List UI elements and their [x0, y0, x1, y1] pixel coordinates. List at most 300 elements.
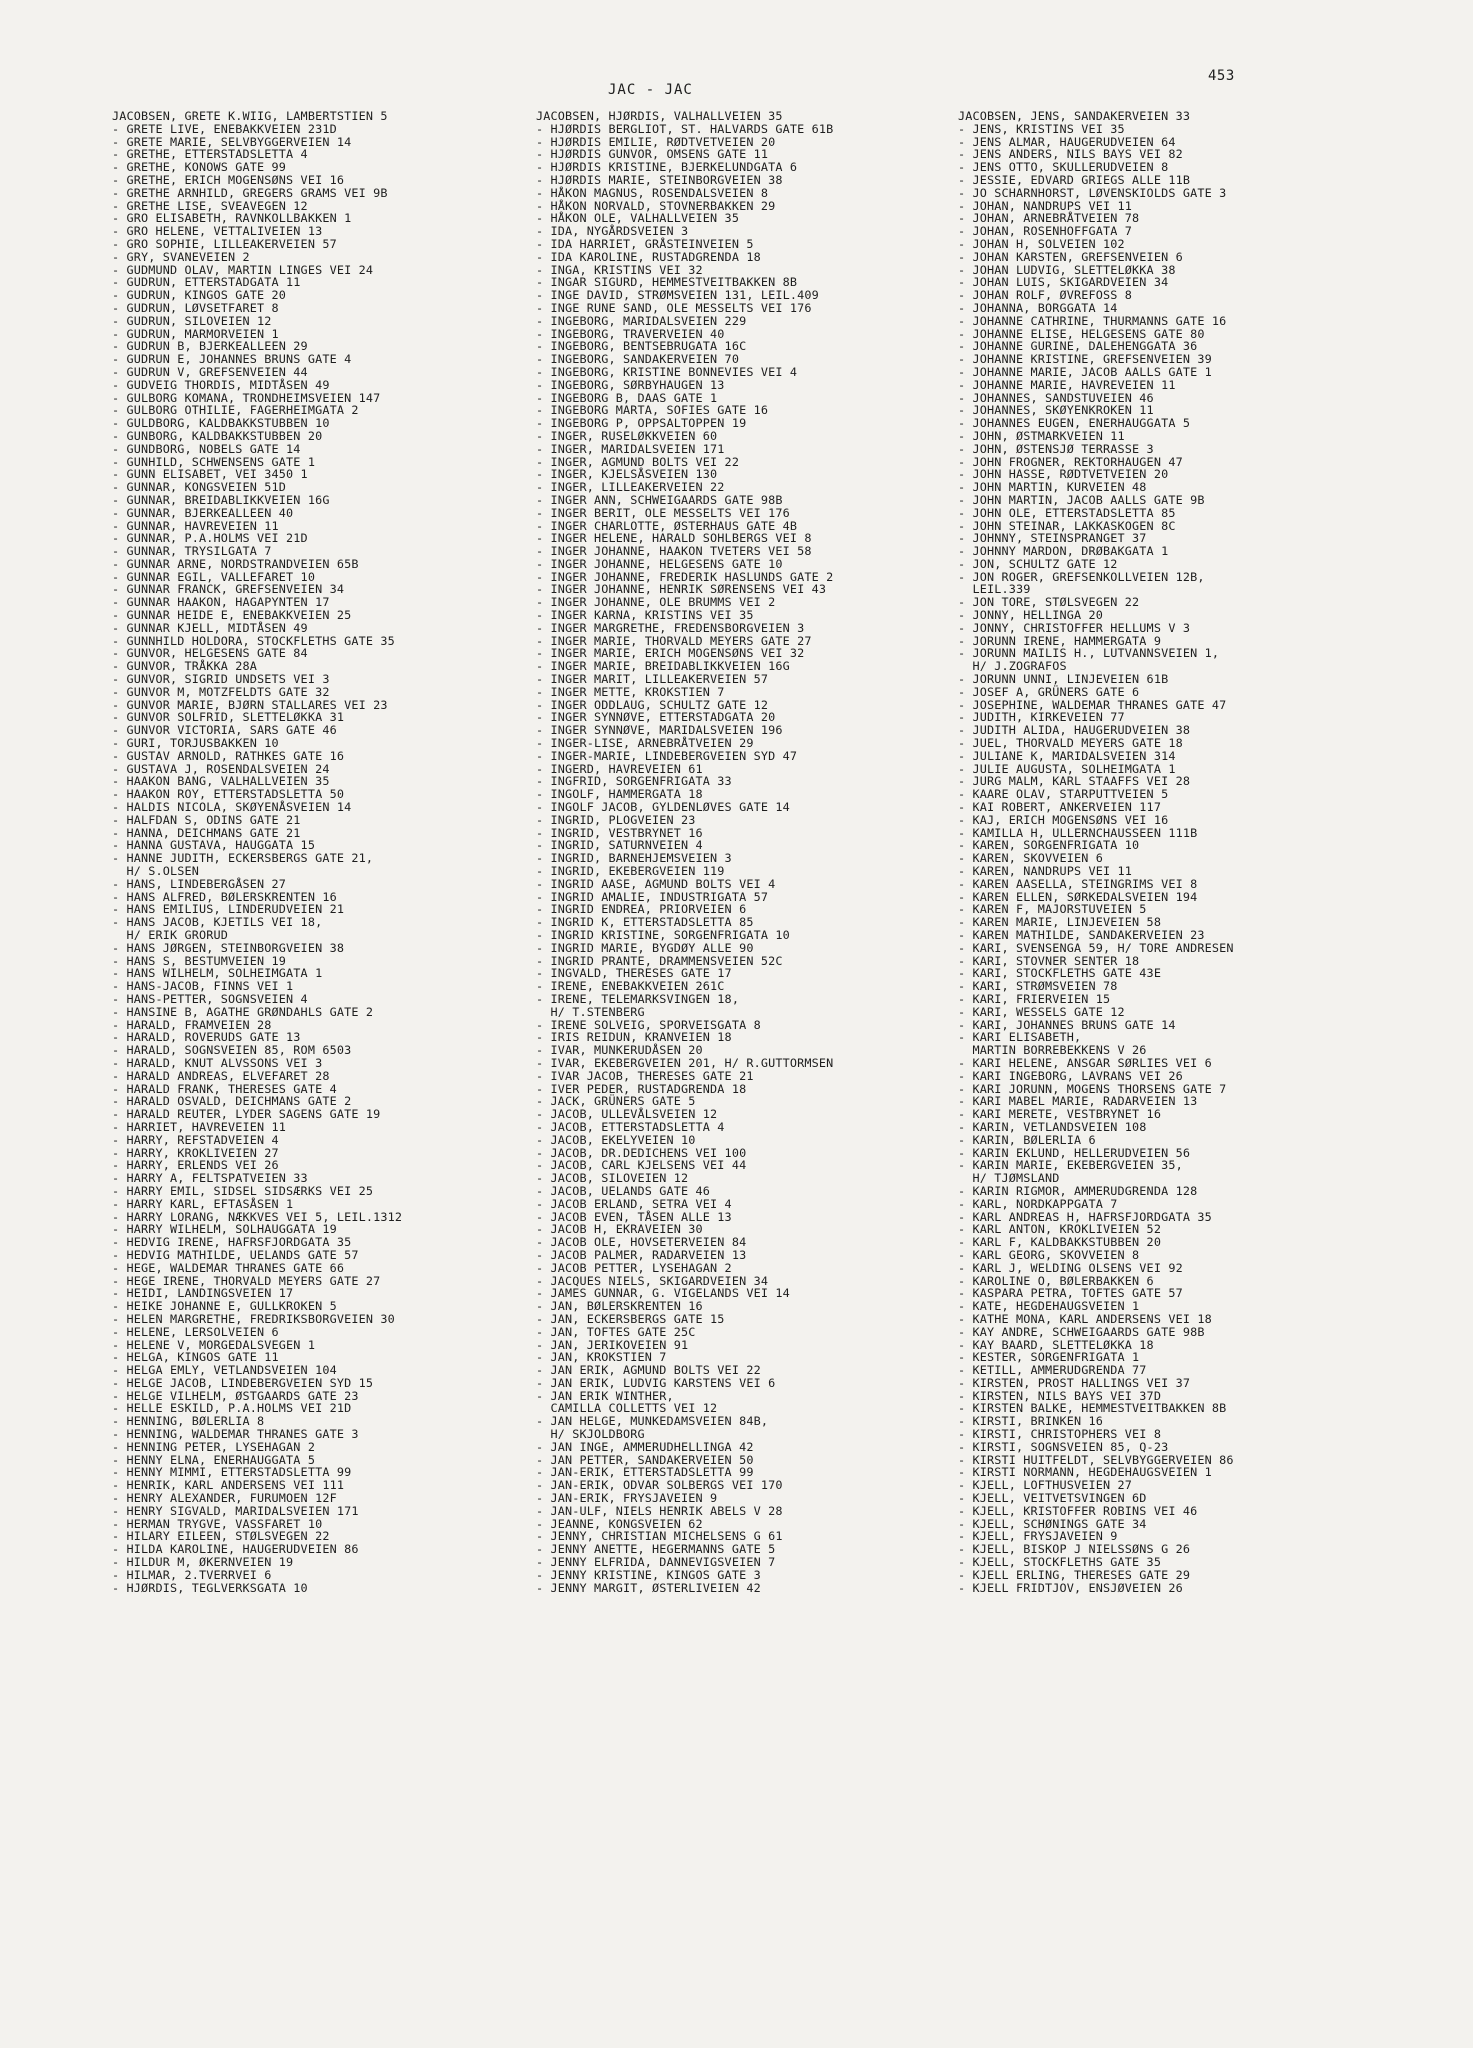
directory-entry: - GUDRUN, MARMORVEIEN 1: [112, 326, 279, 341]
directory-entry: H/ T.STENBERG: [536, 1004, 645, 1019]
directory-entry: H/ TJØMSLAND: [958, 1171, 1060, 1186]
directory-entry: - GUNVOR, SIGRID UNDSETS VEI 3: [112, 672, 330, 687]
directory-entry: - KAREN MATHILDE, SANDAKERVEIEN 23: [958, 928, 1205, 942]
directory-entry: - INGER JOHANNE, HAAKON TVETERS VEI 58: [536, 544, 812, 559]
directory-entry: - INGER KARNA, KRISTINS VEI 35: [536, 608, 754, 623]
running-head: JAC - JAC: [608, 82, 693, 98]
directory-entry: - KIRSTI, SOGNSVEIEN 85, Q-23: [958, 1439, 1169, 1454]
directory-entry: - INGA, KRISTINS VEI 32: [536, 262, 703, 277]
directory-entry: - KARI HELENE, ANSGAR SØRLIES VEI 6: [958, 1055, 1212, 1070]
directory-entry: H/ ERIK GRORUD: [112, 928, 229, 942]
directory-entry: - JACOB PALMER, RADARVEIEN 13: [536, 1247, 747, 1262]
directory-entry: - GUNVOR, TRÅKKA 28A: [112, 659, 258, 674]
directory-entry: - JAN PETTER, SANDAKERVEIEN 50: [536, 1452, 754, 1467]
directory-column-3: [958, 110, 1363, 1594]
directory-entry: - INGRID, EKEBERGVEIEN 119: [536, 864, 725, 879]
directory-entry: H/ J.ZOGRAFOS: [958, 659, 1067, 674]
directory-entry: - INGER SYNNØVE, ETTERSTADGATA 20: [536, 710, 776, 725]
directory-entry: - HARRY KARL, EFTASÅSEN 1: [112, 1196, 294, 1211]
directory-entry: CAMILLA COLLETTS VEI 12: [536, 1401, 718, 1416]
directory-entry: - JON, SCHULTZ GATE 12: [958, 556, 1118, 571]
directory-entry: - KJELL, KRISTOFFER ROBINS VEI 46: [958, 1503, 1198, 1518]
directory-entry: - GUDRUN E, JOHANNES BRUNS GATE 4: [112, 352, 352, 367]
directory-entry: - JOHN MARTIN, JACOB AALLS GATE 9B: [958, 492, 1205, 507]
directory-entry: - HJØRDIS KRISTINE, BJERKELUNDGATA 6: [536, 160, 798, 175]
directory-entry: - INGOLF, HAMMERGATA 18: [536, 787, 703, 802]
directory-entry: - INGER JOHANNE, HENRIK SØRENSENS VEI 43: [536, 582, 827, 597]
directory-entry: - GUNVOR MARIE, BJØRN STALLARES VEI 23: [112, 697, 388, 712]
directory-entry: - JOHNNY MARDON, DRØBAKGATA 1: [958, 544, 1169, 559]
directory-entry: - JULIE AUGUSTA, SOLHEIMGATA 1: [958, 761, 1176, 776]
directory-entry: - JAN, TOFTES GATE 25C: [536, 1324, 696, 1339]
directory-entry: - JULIANE K, MARIDALSVEIEN 314: [958, 748, 1176, 763]
directory-entry: - IVAR, MUNKERUDÅSEN 20: [536, 1043, 703, 1058]
directory-entry: - JACOB OLE, HOVSETERVEIEN 84: [536, 1235, 747, 1250]
directory-entry: - INGOLF JACOB, GYLDENLØVES GATE 14: [536, 800, 790, 815]
directory-entry: - HILDUR M, ØKERNVEIEN 19: [112, 1555, 294, 1570]
directory-entry: - KJELL, BISKOP J NIELSSØNS G 26: [958, 1542, 1191, 1557]
directory-entry: H/ S.OLSEN: [112, 864, 200, 879]
directory-entry: - GUDRUN B, BJERKEALLEEN 29: [112, 339, 308, 354]
directory-entry: - JOHN, ØSTMARKVEIEN 11: [958, 428, 1125, 443]
directory-entry: - KASPARA PETRA, TOFTES GATE 57: [958, 1286, 1183, 1301]
directory-entry: - HALFDAN S, ODINS GATE 21: [112, 812, 301, 827]
directory-entry: - GRETHE ARNHILD, GREGERS GRAMS VEI 9B: [112, 185, 388, 200]
directory-entry: - GRETHE, KONOWS GATE 99: [112, 160, 287, 175]
directory-entry: - HENNING, BØLERLIA 8: [112, 1414, 265, 1429]
directory-entry: - INGER, MARIDALSVEIEN 171: [536, 441, 725, 456]
directory-entry: - INGER BERIT, OLE MESSELTS VEI 176: [536, 505, 790, 520]
directory-entry: - HAAKON BANG, VALHALLVEIEN 35: [112, 774, 330, 789]
directory-entry: - JOHANNES EUGEN, ENERHAUGGATA 5: [958, 416, 1191, 431]
directory-entry: - INGEBORG, KRISTINE BONNEVIES VEI 4: [536, 364, 798, 379]
directory-entry: - INGRID K, ETTERSTADSLETTA 85: [536, 915, 754, 930]
directory-entry: - KIRSTI, BRINKEN 16: [958, 1414, 1104, 1429]
directory-entry: - GUNNAR HEIDE E, ENEBAKKVEIEN 25: [112, 608, 352, 623]
directory-entry: - HELEN MARGRETHE, FREDRIKSBORGVEIEN 30: [112, 1311, 395, 1326]
directory-entry: - GUNVOR VICTORIA, SARS GATE 46: [112, 723, 337, 738]
directory-entry: - HELGA, KINGOS GATE 11: [112, 1350, 279, 1365]
directory-entry: - INGEBORG, SANDAKERVEIEN 70: [536, 352, 740, 367]
directory-entry: - INGFRID, SORGENFRIGATA 33: [536, 774, 732, 789]
directory-entry: - JOHN MARTIN, KURVEIEN 48: [958, 480, 1147, 495]
directory-entry: - IDA KAROLINE, RUSTADGRENDA 18: [536, 249, 761, 264]
directory-entry: - INGER, AGMUND BOLTS VEI 22: [536, 454, 740, 469]
directory-entry: - HENNY MIMMI, ETTERSTADSLETTA 99: [112, 1465, 352, 1480]
directory-entry: - INGEBORG B, DAAS GATE 1: [536, 390, 718, 405]
directory-entry: - HARALD, FRAMVEIEN 28: [112, 1017, 272, 1032]
directory-entry: - INGRID AASE, AGMUND BOLTS VEI 4: [536, 876, 776, 891]
directory-entry: - JAN HELGE, MUNKEDAMSVEIEN 84B,: [536, 1414, 769, 1429]
directory-entry: - GRETE LIVE, ENEBAKKVEIEN 231D: [112, 121, 337, 136]
directory-entry: - JOHAN, NANDRUPS VEI 11: [958, 198, 1133, 213]
directory-entry: - GUNNAR KJELL, MIDTÅSEN 49: [112, 620, 308, 635]
directory-entry: - KIRSTI, CHRISTOPHERS VEI 8: [958, 1427, 1162, 1442]
directory-entry: - HARRIET, HAVREVEIEN 11: [112, 1119, 287, 1134]
directory-entry: - KARL J, WELDING OLSENS VEI 92: [958, 1260, 1183, 1275]
directory-entry: H/ SKJOLDBORG: [536, 1427, 645, 1442]
directory-entry: - JOHANNE MARIE, JACOB AALLS GATE 1: [958, 364, 1212, 379]
directory-entry: - HARALD ANDREAS, ELVEFARET 28: [112, 1068, 330, 1083]
directory-entry: - GUNNAR, HAVREVEIEN 11: [112, 518, 279, 533]
directory-entry: - HÅKON OLE, VALHALLVEIEN 35: [536, 211, 740, 226]
directory-entry: - HÅKON MAGNUS, ROSENDALSVEIEN 8: [536, 185, 769, 200]
directory-entry: - KATE, HEGDEHAUGSVEIEN 1: [958, 1299, 1140, 1314]
directory-entry: - GRETHE, ERICH MOGENSØNS VEI 16: [112, 172, 345, 187]
directory-entry: - KAREN, SKOVVEIEN 6: [958, 851, 1104, 866]
directory-entry: - HANS ALFRED, BØLERSKRENTEN 16: [112, 889, 337, 904]
directory-entry: - JENS ANDERS, NILS BAYS VEI 82: [958, 147, 1183, 162]
directory-entry: - KARIN RIGMOR, AMMERUDGRENDA 128: [958, 1183, 1198, 1198]
directory-entry: - JACOB, ETTERSTADSLETTA 4: [536, 1119, 725, 1134]
directory-entry: - KAROLINE O, BØLERBAKKEN 6: [958, 1273, 1154, 1288]
directory-entry: - GUDRUN V, GREFSENVEIEN 44: [112, 364, 308, 379]
directory-entry: - JEANNE, KONGSVEIEN 62: [536, 1516, 703, 1531]
directory-entry: - HARALD OSVALD, DEICHMANS GATE 2: [112, 1094, 352, 1109]
directory-entry: - KARL ANTON, KROKLIVEIEN 52: [958, 1222, 1162, 1237]
directory-entry: - JAN, JERIKOVEIEN 91: [536, 1337, 689, 1352]
directory-entry: - JENS ALMAR, HAUGERUDVEIEN 64: [958, 134, 1176, 149]
directory-entry: - JACK, GRÜNERS GATE 5: [536, 1094, 696, 1109]
directory-entry: JACOBSEN, GRETE K.WIIG, LAMBERTSTIEN 5: [112, 109, 388, 123]
directory-entry: - GUDMUND OLAV, MARTIN LINGES VEI 24: [112, 262, 374, 277]
directory-entry: - JENNY, CHRISTIAN MICHELSENS G 61: [536, 1529, 783, 1544]
directory-entry: - INGER-LISE, ARNEBRÅTVEIEN 29: [536, 736, 754, 751]
directory-entry: - IVAR, EKEBERGVEIEN 201, H/ R.GUTTORMSEN: [536, 1055, 834, 1070]
directory-entry: - INGER JOHANNE, HELGESENS GATE 10: [536, 556, 783, 571]
directory-entry: - INGRID, BARNEHJEMSVEIEN 3: [536, 851, 732, 866]
directory-entry: - JOHAN LUDVIG, SLETTELØKKA 38: [958, 262, 1176, 277]
directory-entry: - GRY, SVANEVEIEN 2: [112, 249, 250, 264]
directory-entry: - HEGE, WALDEMAR THRANES GATE 66: [112, 1260, 345, 1275]
directory-entry: - KJELL, STOCKFLETHS GATE 35: [958, 1555, 1162, 1570]
directory-entry: - JON ROGER, GREFSENKOLLVEIEN 12B,: [958, 569, 1205, 584]
directory-entry: - HILDA KAROLINE, HAUGERUDVEIEN 86: [112, 1542, 359, 1557]
directory-entry: - GUNVOR M, MOTZFELDTS GATE 32: [112, 684, 330, 699]
directory-entry: - HEIDI, LANDINGSVEIEN 17: [112, 1286, 294, 1301]
directory-entry: - KIRSTEN, PROST HALLINGS VEI 37: [958, 1375, 1191, 1390]
directory-entry: - IRIS REIDUN, KRANVEIEN 18: [536, 1030, 732, 1045]
directory-entry: - HARRY EMIL, SIDSEL SIDSÆRKS VEI 25: [112, 1183, 374, 1198]
directory-entry: - HJØRDIS, TEGLVERKSGATA 10: [112, 1580, 308, 1595]
directory-entry: - HEIKE JOHANNE E, GULLKROKEN 5: [112, 1299, 337, 1314]
directory-entry: - IVAR JACOB, THERESES GATE 21: [536, 1068, 754, 1083]
directory-entry: - KAY BAARD, SLETTELØKKA 18: [958, 1337, 1154, 1352]
directory-entry: - JOHAN, ROSENHOFFGATA 7: [958, 224, 1133, 239]
directory-entry: - HENRY SIGVALD, MARIDALSVEIEN 171: [112, 1503, 359, 1518]
directory-entry: - INGER-MARIE, LINDEBERGVEIEN SYD 47: [536, 748, 798, 763]
directory-entry: - JOHANNE ELISE, HELGESENS GATE 80: [958, 326, 1205, 341]
directory-entry: - INGER MARIE, BREIDABLIKKVEIEN 16G: [536, 659, 790, 674]
directory-entry: - HALDIS NICOLA, SKØYENÅSVEIEN 14: [112, 800, 352, 815]
directory-entry: - HELGE VILHELM, ØSTGAARDS GATE 23: [112, 1388, 359, 1403]
directory-entry: - JONNY, HELLINGA 20: [958, 608, 1104, 623]
directory-entry: - HANSINE B, AGATHE GRØNDAHLS GATE 2: [112, 1004, 374, 1019]
directory-entry: - HARRY WILHELM, SOLHAUGGATA 19: [112, 1222, 337, 1237]
directory-entry: - KETILL, AMMERUDGRENDA 77: [958, 1363, 1147, 1378]
directory-entry: - GRO HELENE, VETTALIVEIEN 13: [112, 224, 323, 239]
directory-entry: - JENNY KRISTINE, KINGOS GATE 3: [536, 1567, 761, 1582]
directory-entry: - KAJ, ERICH MOGENSØNS VEI 16: [958, 812, 1169, 827]
directory-entry: - HARALD, ROVERUDS GATE 13: [112, 1030, 301, 1045]
directory-entry: - KIRSTEN BALKE, HEMMESTVEITBAKKEN 8B: [958, 1401, 1227, 1416]
directory-entry: - JACOB, EKELYVEIEN 10: [536, 1132, 696, 1147]
directory-entry: - JORUNN MAILIS H., LUTVANNSVEIEN 1,: [958, 646, 1220, 661]
directory-entry: - HJØRDIS GUNVOR, OMSENS GATE 11: [536, 147, 769, 162]
directory-entry: - HARALD, SOGNSVEIEN 85, ROM 6503: [112, 1043, 352, 1058]
directory-entry: - GUNNAR ARNE, NORDSTRANDVEIEN 65B: [112, 556, 359, 571]
directory-entry: - JAN ERIK, LUDVIG KARSTENS VEI 6: [536, 1375, 776, 1390]
directory-entry: - GUSTAV ARNOLD, RATHKES GATE 16: [112, 748, 345, 763]
directory-entry: - JAN-ERIK, ETTERSTADSLETTA 99: [536, 1465, 754, 1480]
directory-entry: - JOHN STEINAR, LAKKASKOGEN 8C: [958, 518, 1176, 533]
directory-entry: - INGER HELENE, HARALD SOHLBERGS VEI 8: [536, 531, 812, 546]
directory-entry: - HJØRDIS MARIE, STEINBORGVEIEN 38: [536, 172, 783, 187]
directory-entry: - KARI, STOVNER SENTER 18: [958, 953, 1140, 968]
directory-entry: - JESSIE, EDVARD GRIEGS ALLE 11B: [958, 172, 1191, 187]
directory-entry: - KARI JORUNN, MOGENS THORSENS GATE 7: [958, 1081, 1227, 1096]
directory-entry: - HELLE ESKILD, P.A.HOLMS VEI 21D: [112, 1401, 352, 1416]
directory-entry: - JACOB H, EKRAVEIEN 30: [536, 1222, 703, 1237]
directory-entry: - KJELL, LOFTHUSVEIEN 27: [958, 1478, 1133, 1493]
directory-entry: - INGER MARIE, THORVALD MEYERS GATE 27: [536, 633, 812, 648]
directory-entry: - JON TORE, STØLSVEGEN 22: [958, 595, 1140, 610]
directory-entry: - JAN, BØLERSKRENTEN 16: [536, 1299, 703, 1314]
directory-entry: - JACOB PETTER, LYSEHAGAN 2: [536, 1260, 732, 1275]
directory-entry: - KATHE MONA, KARL ANDERSENS VEI 18: [958, 1311, 1212, 1326]
directory-entry: - INGER, KJELSÅSVEIEN 130: [536, 467, 718, 482]
directory-entry: - JOHAN ROLF, ØVREFOSS 8: [958, 288, 1133, 303]
directory-entry: - GUNNAR FRANCK, GREFSENVEIEN 34: [112, 582, 345, 597]
directory-entry: - JAN ERIK, AGMUND BOLTS VEI 22: [536, 1363, 761, 1378]
directory-entry: - HELGE JACOB, LINDEBERGVEIEN SYD 15: [112, 1375, 374, 1390]
directory-entry: - HELENE, LERSOLVEIEN 6: [112, 1324, 279, 1339]
directory-entry: - JORUNN UNNI, LINJEVEIEN 61B: [958, 672, 1169, 687]
directory-entry: - KIRSTEN, NILS BAYS VEI 37D: [958, 1388, 1162, 1403]
directory-entry: - HANS-PETTER, SOGNSVEIEN 4: [112, 991, 308, 1006]
directory-entry: - INGER ODDLAUG, SCHULTZ GATE 12: [536, 697, 769, 712]
directory-entry: - JAMES GUNNAR, G. VIGELANDS VEI 14: [536, 1286, 790, 1301]
directory-entry: - GRETE MARIE, SELVBYGGERVEIEN 14: [112, 134, 352, 149]
directory-entry: - INGEBORG, TRAVERVEIEN 40: [536, 326, 725, 341]
directory-entry: - JENNY MARGIT, ØSTERLIVEIEN 42: [536, 1580, 761, 1595]
directory-entry: - KIRSTI HUITFELDT, SELVBYGGERVEIEN 86: [958, 1452, 1234, 1467]
directory-entry: - INGRID, SATURNVEIEN 4: [536, 838, 703, 853]
directory-entry: - INGER, LILLEAKERVEIEN 22: [536, 480, 725, 495]
directory-entry: - HARALD REUTER, LYDER SAGENS GATE 19: [112, 1107, 381, 1122]
directory-entry: - HILMAR, 2.TVERRVEI 6: [112, 1567, 272, 1582]
directory-entry: - JOSEF A, GRÜNERS GATE 6: [958, 684, 1140, 699]
directory-entry: LEIL.339: [958, 582, 1031, 597]
directory-entry: - HJØRDIS EMILIE, RØDTVETVEIEN 20: [536, 134, 776, 149]
directory-entry: - JAN-ERIK, ODVAR SOLBERGS VEI 170: [536, 1478, 783, 1493]
directory-entry: - INGVALD, THERESES GATE 17: [536, 966, 732, 981]
directory-entry: - GULBORG OTHILIE, FAGERHEIMGATA 2: [112, 403, 359, 418]
directory-entry: - HERMAN TRYGVE, VASSFARET 10: [112, 1516, 323, 1531]
directory-entry: - HELGA EMLY, VETLANDSVEIEN 104: [112, 1363, 337, 1378]
directory-entry: - INGRID MARIE, BYGDØY ALLE 90: [536, 940, 754, 955]
directory-entry: - GUNNAR, KONGSVEIEN 51D: [112, 480, 287, 495]
directory-entry: - IDA HARRIET, GRÅSTEINVEIEN 5: [536, 236, 754, 251]
directory-entry: - KARI, WESSELS GATE 12: [958, 1004, 1125, 1019]
directory-entry: - JOHANNE CATHRINE, THURMANNS GATE 16: [958, 313, 1227, 328]
directory-entry: - INGER ANN, SCHWEIGAARDS GATE 98B: [536, 492, 783, 507]
directory-entry: - JACOB EVEN, TÅSEN ALLE 13: [536, 1209, 732, 1224]
directory-entry: - HANS S, BESTUMVEIEN 19: [112, 953, 287, 968]
directory-entry: - HJØRDIS BERGLIOT, ST. HALVARDS GATE 61B: [536, 121, 834, 136]
directory-entry: - INGEBORG MARTA, SOFIES GATE 16: [536, 403, 769, 418]
directory-entry: - JOHAN, ARNEBRÅTVEIEN 78: [958, 211, 1140, 226]
directory-entry: - IDA, NYGÅRDSVEIEN 3: [536, 224, 689, 239]
directory-entry: - JOHAN KARSTEN, GREFSENVEIEN 6: [958, 249, 1183, 264]
directory-entry: - KAREN, NANDRUPS VEI 11: [958, 864, 1133, 879]
directory-entry: - JUDITH, KIRKEVEIEN 77: [958, 710, 1125, 725]
directory-entry: - HEDVIG IRENE, HAFRSFJORDGATA 35: [112, 1235, 352, 1250]
directory-entry: - INGEBORG, BENTSEBRUGATA 16C: [536, 339, 747, 354]
directory-entry: - GUNDBORG, NOBELS GATE 14: [112, 441, 301, 456]
directory-entry: - GRETHE LISE, SVEAVEGEN 12: [112, 198, 308, 213]
directory-entry: - KAARE OLAV, STARPUTTVEIEN 5: [958, 787, 1169, 802]
directory-entry: - IRENE SOLVEIG, SPORVEISGATA 8: [536, 1017, 761, 1032]
directory-entry: - KJELL, SCHØNINGS GATE 34: [958, 1516, 1147, 1531]
directory-column-1: [112, 110, 517, 1594]
directory-entry: - JONNY, CHRISTOFFER HELLUMS V 3: [958, 620, 1191, 635]
directory-entry: - INGRID ENDREA, PRIORVEIEN 6: [536, 902, 747, 917]
directory-entry: - IRENE, ENEBAKKVEIEN 261C: [536, 979, 725, 994]
directory-entry: - GUNNAR, TRYSILGATA 7: [112, 544, 272, 559]
directory-entry: - KJELL FRIDTJOV, ENSJØVEIEN 26: [958, 1580, 1183, 1595]
directory-entry: - JOSEPHINE, WALDEMAR THRANES GATE 47: [958, 697, 1227, 712]
directory-entry: - JOHANNES, SKØYENKROKEN 11: [958, 403, 1154, 418]
directory-entry: - JACOB, ULLEVÅLSVEIEN 12: [536, 1107, 718, 1122]
directory-entry: - HANS JØRGEN, STEINBORGVEIEN 38: [112, 940, 345, 955]
directory-entry: - JAN, ECKERSBERGS GATE 15: [536, 1311, 725, 1326]
directory-entry: - GUNNAR HAAKON, HAGAPYNTEN 17: [112, 595, 330, 610]
directory-entry: - GULBORG KOMANA, TRONDHEIMSVEIEN 147: [112, 390, 381, 405]
directory-entry: - INGER JOHANNE, FREDERIK HASLUNDS GATE 2: [536, 569, 834, 584]
directory-entry: - KAY ANDRE, SCHWEIGAARDS GATE 98B: [958, 1324, 1205, 1339]
directory-entry: - GUDRUN, KINGOS GATE 20: [112, 288, 287, 303]
directory-entry: - INGEBORG P, OPPSALTOPPEN 19: [536, 416, 747, 431]
directory-entry: - KARIN MARIE, EKEBERGVEIEN 35,: [958, 1158, 1183, 1173]
directory-entry: - KAREN, SORGENFRIGATA 10: [958, 838, 1140, 853]
directory-column-2: [536, 110, 941, 1594]
directory-entry: - INGEBORG, SØRBYHAUGEN 13: [536, 377, 725, 392]
directory-entry: - KARI, STOCKFLETHS GATE 43E: [958, 966, 1162, 981]
directory-entry: - JACQUES NIELS, SKIGARDVEIEN 34: [536, 1273, 769, 1288]
directory-entry: - GUNVOR, HELGESENS GATE 84: [112, 646, 308, 661]
directory-entry: - JOHANNE KRISTINE, GREFSENVEIEN 39: [958, 352, 1212, 367]
directory-entry: - KAREN MARIE, LINJEVEIEN 58: [958, 915, 1162, 930]
page-number: 453: [1208, 68, 1235, 84]
directory-entry: - INGER MARIE, ERICH MOGENSØNS VEI 32: [536, 646, 805, 661]
directory-entry: - JUDITH ALIDA, HAUGERUDVEIEN 38: [958, 723, 1191, 738]
directory-entry: JACOBSEN, JENS, SANDAKERVEIEN 33: [958, 109, 1191, 123]
directory-entry: - JOHN OLE, ETTERSTADSLETTA 85: [958, 505, 1176, 520]
directory-entry: - KARIN EKLUND, HELLERUDVEIEN 56: [958, 1145, 1191, 1160]
directory-entry: - INGE DAVID, STRØMSVEIEN 131, LEIL.409: [536, 288, 819, 303]
directory-entry: - HARRY, KROKLIVEIEN 27: [112, 1145, 279, 1160]
directory-entry: - GUNBORG, KALDBAKKSTUBBEN 20: [112, 428, 323, 443]
directory-entry: - GUDRUN, LØVSETFARET 8: [112, 300, 279, 315]
directory-entry: - GRETHE, ETTERSTADSLETTA 4: [112, 147, 308, 162]
directory-entry: - GUNHILD, SCHWENSENS GATE 1: [112, 454, 316, 469]
directory-entry: - HEDVIG MATHILDE, UELANDS GATE 57: [112, 1247, 359, 1262]
directory-entry: - GRO ELISABETH, RAVNKOLLBAKKEN 1: [112, 211, 352, 226]
directory-entry: - KARL F, KALDBAKKSTUBBEN 20: [958, 1235, 1162, 1250]
directory-entry: - GULDBORG, KALDBAKKSTUBBEN 10: [112, 416, 330, 431]
directory-entry: - KARIN, BØLERLIA 6: [958, 1132, 1096, 1147]
directory-entry: - HANS JACOB, KJETILS VEI 18,: [112, 915, 323, 930]
directory-entry: - JENNY ELFRIDA, DANNEVIGSVEIEN 7: [536, 1555, 776, 1570]
directory-entry: - JOHAN H, SOLVEIEN 102: [958, 236, 1125, 251]
directory-entry: - JOHNNY, STEINSPRANGET 37: [958, 531, 1147, 546]
directory-entry: - JOHAN LUIS, SKIGARDVEIEN 34: [958, 275, 1169, 290]
directory-entry: - KARIN, VETLANDSVEIEN 108: [958, 1119, 1147, 1134]
directory-entry: - GUNNAR, P.A.HOLMS VEI 21D: [112, 531, 308, 546]
directory-entry: - INGER, RUSELØKKVEIEN 60: [536, 428, 718, 443]
directory-entry: - JO SCHARNHORST, LØVENSKIOLDS GATE 3: [958, 185, 1227, 200]
directory-entry: - HENNING PETER, LYSEHAGAN 2: [112, 1439, 316, 1454]
directory-entry: - JOHN HASSE, RØDTVETVEIEN 20: [958, 467, 1169, 482]
directory-entry: - HANS, LINDEBERGÅSEN 27: [112, 876, 287, 891]
directory-entry: - JOHANNES, SANDSTUVEIEN 46: [958, 390, 1154, 405]
directory-entry: - KAMILLA H, ULLERNCHAUSSEEN 111B: [958, 825, 1198, 840]
directory-entry: - HENNY ELNA, ENERHAUGGATA 5: [112, 1452, 316, 1467]
directory-entry: - INGE RUNE SAND, OLE MESSELTS VEI 176: [536, 300, 812, 315]
directory-entry: - KARI, STRØMSVEIEN 78: [958, 979, 1118, 994]
directory-entry: - KARL, NORDKAPPGATA 7: [958, 1196, 1118, 1211]
directory-entry: - INGER JOHANNE, OLE BRUMMS VEI 2: [536, 595, 776, 610]
directory-entry: - JOHN, ØSTENSJØ TERRASSE 3: [958, 441, 1154, 456]
directory-entry: - HARRY, ERLENDS VEI 26: [112, 1158, 279, 1173]
directory-entry: - KARL GEORG, SKOVVEIEN 8: [958, 1247, 1140, 1262]
directory-entry: - JAN INGE, AMMERUDHELLINGA 42: [536, 1439, 754, 1454]
directory-entry: - KESTER, SORGENFRIGATA 1: [958, 1350, 1140, 1365]
directory-entry: - INGRID, PLOGVEIEN 23: [536, 812, 696, 827]
directory-entry: - HELENE V, MORGEDALSVEGEN 1: [112, 1337, 316, 1352]
directory-entry: - HANNA, DEICHMANS GATE 21: [112, 825, 301, 840]
directory-entry: - JOHANNE MARIE, HAVREVEIEN 11: [958, 377, 1176, 392]
directory-entry: - JORUNN IRENE, HAMMERGATA 9: [958, 633, 1162, 648]
directory-entry: - HARALD FRANK, THERESES GATE 4: [112, 1081, 337, 1096]
directory-entry: - JENNY ANETTE, HEGERMANNS GATE 5: [536, 1542, 776, 1557]
directory-entry: - INGAR SIGURD, HEMMESTVEITBAKKEN 8B: [536, 275, 798, 290]
directory-entry: - HARALD, KNUT ALVSSONS VEI 3: [112, 1055, 323, 1070]
directory-entry: - KJELL, FRYSJAVEIEN 9: [958, 1529, 1118, 1544]
directory-entry: - HÅKON NORVALD, STOVNERBAKKEN 29: [536, 198, 776, 213]
directory-entry: - KAREN ELLEN, SØRKEDALSVEIEN 194: [958, 889, 1198, 904]
directory-entry: - HARRY LORANG, NÆKKVES VEI 5, LEIL.1312: [112, 1209, 403, 1224]
directory-entry: - JAN-ERIK, FRYSJAVEIEN 9: [536, 1491, 718, 1506]
directory-entry: - HANS EMILIUS, LINDERUDVEIEN 21: [112, 902, 345, 917]
directory-entry: - HARRY A, FELTSPATVEIEN 33: [112, 1171, 308, 1186]
directory-entry: - GUNN ELISABET, VEI 3450 1: [112, 467, 308, 482]
directory-entry: - GUNNAR, BJERKEALLEEN 40: [112, 505, 294, 520]
directory-entry: - HENRY ALEXANDER, FURUMOEN 12F: [112, 1491, 337, 1506]
directory-entry: - IVER PEDER, RUSTADGRENDA 18: [536, 1081, 747, 1096]
directory-entry: - HAAKON ROY, ETTERSTADSLETTA 50: [112, 787, 345, 802]
directory-entry: - KAREN F, MAJORSTUVEIEN 5: [958, 902, 1147, 917]
directory-entry: - GUNNHILD HOLDORA, STOCKFLETHS GATE 35: [112, 633, 395, 648]
directory-entry: - IRENE, TELEMARKSVINGEN 18,: [536, 991, 740, 1006]
directory-entry: - JACOB, DR.DEDICHENS VEI 100: [536, 1145, 747, 1160]
directory-entry: - KJELL, VEITVETSVINGEN 6D: [958, 1491, 1147, 1506]
directory-entry: - INGRID PRANTE, DRAMMENSVEIEN 52C: [536, 953, 783, 968]
directory-entry: - HEGE IRENE, THORVALD MEYERS GATE 27: [112, 1273, 381, 1288]
directory-entry: - HARRY, REFSTADVEIEN 4: [112, 1132, 279, 1147]
directory-entry: - INGRID KRISTINE, SORGENFRIGATA 10: [536, 928, 790, 942]
